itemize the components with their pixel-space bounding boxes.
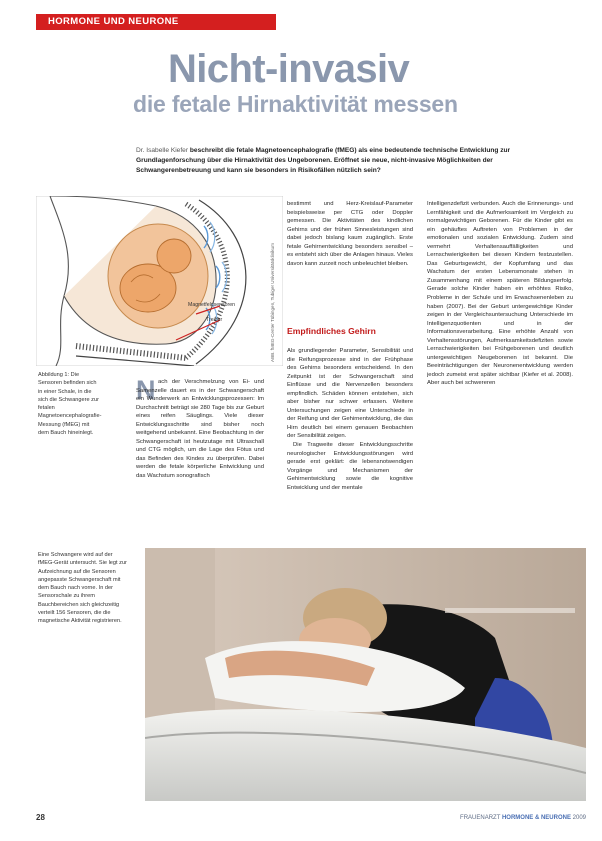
body-column-1 xyxy=(136,375,264,546)
section-heading: Empfindliches Gehirn xyxy=(287,326,376,336)
body-text-col2b: Als grundlegender Parameter, Sensibilität und die Reifungsprozesse sind in der Frühphase des Gehirns besonders entscheidend. In den Zeitpunkt ist der Schwangerschaft sind Einflüsse und die Nervenzellen besonders empfindlich. Schäden können entstehen, sich aber bisher nur schwer erfassen. Weitere Untersuchungen zeigen eine Unterschiede in der Reifung und der Gehirnentwicklung, die das Hirn deutlich bei einem genauen Beobachten der Sensibilität zeigen. xyxy=(287,348,413,440)
footer-brand: HORMONE & NEURONE xyxy=(501,815,571,821)
body-column-2-bottom xyxy=(287,347,413,527)
figure-credit: ABB. fMEG-Center Tübingen, Tubiger Universitätsklinikum xyxy=(270,243,275,362)
page-number: 28 xyxy=(36,813,45,822)
drop-cap: N xyxy=(136,375,156,405)
fmeg-diagram xyxy=(36,196,283,366)
photo-illustration xyxy=(145,548,586,801)
photo-caption: Eine Schwangere wird auf der fMEG-Gerät untersucht. Sie legt zur Aufzeichnung auf die Sensoren angepasste Schwangerschaft mit dem Bauch nach vorne. In der Sensorschale zu ihrem Bauchbereichen sich gleichzeitig verteilt 156 Sensoren, die die magnetische Aktivität registrieren. xyxy=(38,552,127,625)
section-tag: HORMONE UND NEURONE xyxy=(36,14,276,30)
body-text-col2a: bestimmt und Herz-Kreislauf-Parameter beispielsweise per CTG oder Doppler gemessen. Die Aktivitäten des kindlichen Gehirns und der frühen Sinnesleistungen sind dabei jedoch bislang kaum zugänglich. Erste fetale Gehirnentwicklung besonders sensibel – es entsteht sich über die Anlagen hinaus. Vieles davon kann zurzeit noch unbeleuchtet bleiben. xyxy=(287,201,413,267)
figure-label-sensors: Magnetfeldsensoren xyxy=(188,302,236,308)
footer-prefix: FRAUENARZT xyxy=(460,815,501,821)
body-text-col1: ach der Verschmelzung von Ei- und Samenzelle dauert es in der Schwangerschaft ein Wunderwerk an Entwicklungsprozessen: Im Durchschnitt beträgt sie 280 Tage bis zur Geburt eines reifen Säuglings. Viele dieser Entwicklungsschritte sind bisher noch weitgehend unbekannt. Eine Beobachtung in der Schwangerschaft ist heutzutage mit Ultraschall und CTG möglich, um die Lage des Fötus und das Befinden des Kindes zu überprüfen. Dabei werden die fetale körperliche Entwicklung und das Wachstum sonografisch xyxy=(136,379,264,480)
page-title: Nicht-invasiv xyxy=(168,47,410,91)
figure-caption: Abbildung 1: Die Sensoren befinden sich in einer Schale, in die sich die Schwangere zur fetalen Magnetoencephalografie-Messung (fMEG) mit dem Bauch hineinlegt. xyxy=(38,372,102,437)
fmeg-illustration xyxy=(36,196,283,366)
body-column-2-top xyxy=(287,200,413,300)
footer xyxy=(386,815,586,821)
fmeg-photo xyxy=(145,548,586,801)
page-subtitle: die fetale Hirnaktivität messen xyxy=(133,91,458,117)
body-column-3 xyxy=(427,200,573,545)
lead-text: beschreibt die fetale Magnetoencephalografie (fMEG) als eine bedeutende technische Entwicklung zur Grundlagenforschung über die Hirnaktivität des Ungeborenen. Eröffnet sie neue, nicht-invasive Möglichkeiten der Schwangerenbetreuung und kann sie besonders in Risikofällen nützlich sein? xyxy=(136,147,511,174)
figure-label-driver: Treiber xyxy=(206,317,223,323)
body-text-col3: Intelligenzdefizit verbunden. Auch die Erinnerungs- und Lernfähigkeit und die Aufmerksamkeit im Vergleich zu normalgewichtigen Geborenen. Für die Kinder gibt es ein gehäuftes Auftreten von Problemen in der emotionalen und sozialen Entwicklung. Zudem sind vermehrt Verhaltensauffälligkeiten und Lernschwierigkeiten bei diesen Kindern festzustellen. Das Geburtsgewicht, der Kopfumfang und das Wachstum der ersten Lebensmonate stehen in Zusammenhang mit einem späteren Bildungserfolg. Gerade solche Kinder haben ein erhöhtes Risiko, Probleme in der Schule und im Erwachsenenleben zu haben (2007). Bei der Geburt untergewichtige Kinder zeigen in der Vergleichsuntersuchung Unterschiede im Intelligenzquotienten und in der Informationsverarbeitung. Eine erhöhte Anzahl von Verhaltensstörungen, Aufmerksamkeitsdefiziten sowie Lernschwierigkeiten bei Frühgeborenen und deutlich untergewichtigen Neugeborenen ist bekannt. Die Beeinträchtigungen der Neuronenentwicklung werden jedoch zumeist erst später sichtbar (Kiefer et al. 2008). Aber auch bei schwereren xyxy=(427,201,573,387)
lead-paragraph xyxy=(136,146,516,176)
footer-suffix: 2009 xyxy=(572,815,586,821)
body-text-col2c: Die Tragweite dieser Entwicklungsschritte neurologischer Entwicklungsstörungen wird gerade erst geklärt: die lebensnotwendigen Vorgänge und Mechanismen der Gehirnentwicklung sowie die kognitive Entwicklung und der mentale xyxy=(287,442,413,491)
byline: Dr. Isabelle Kiefer xyxy=(136,147,189,154)
